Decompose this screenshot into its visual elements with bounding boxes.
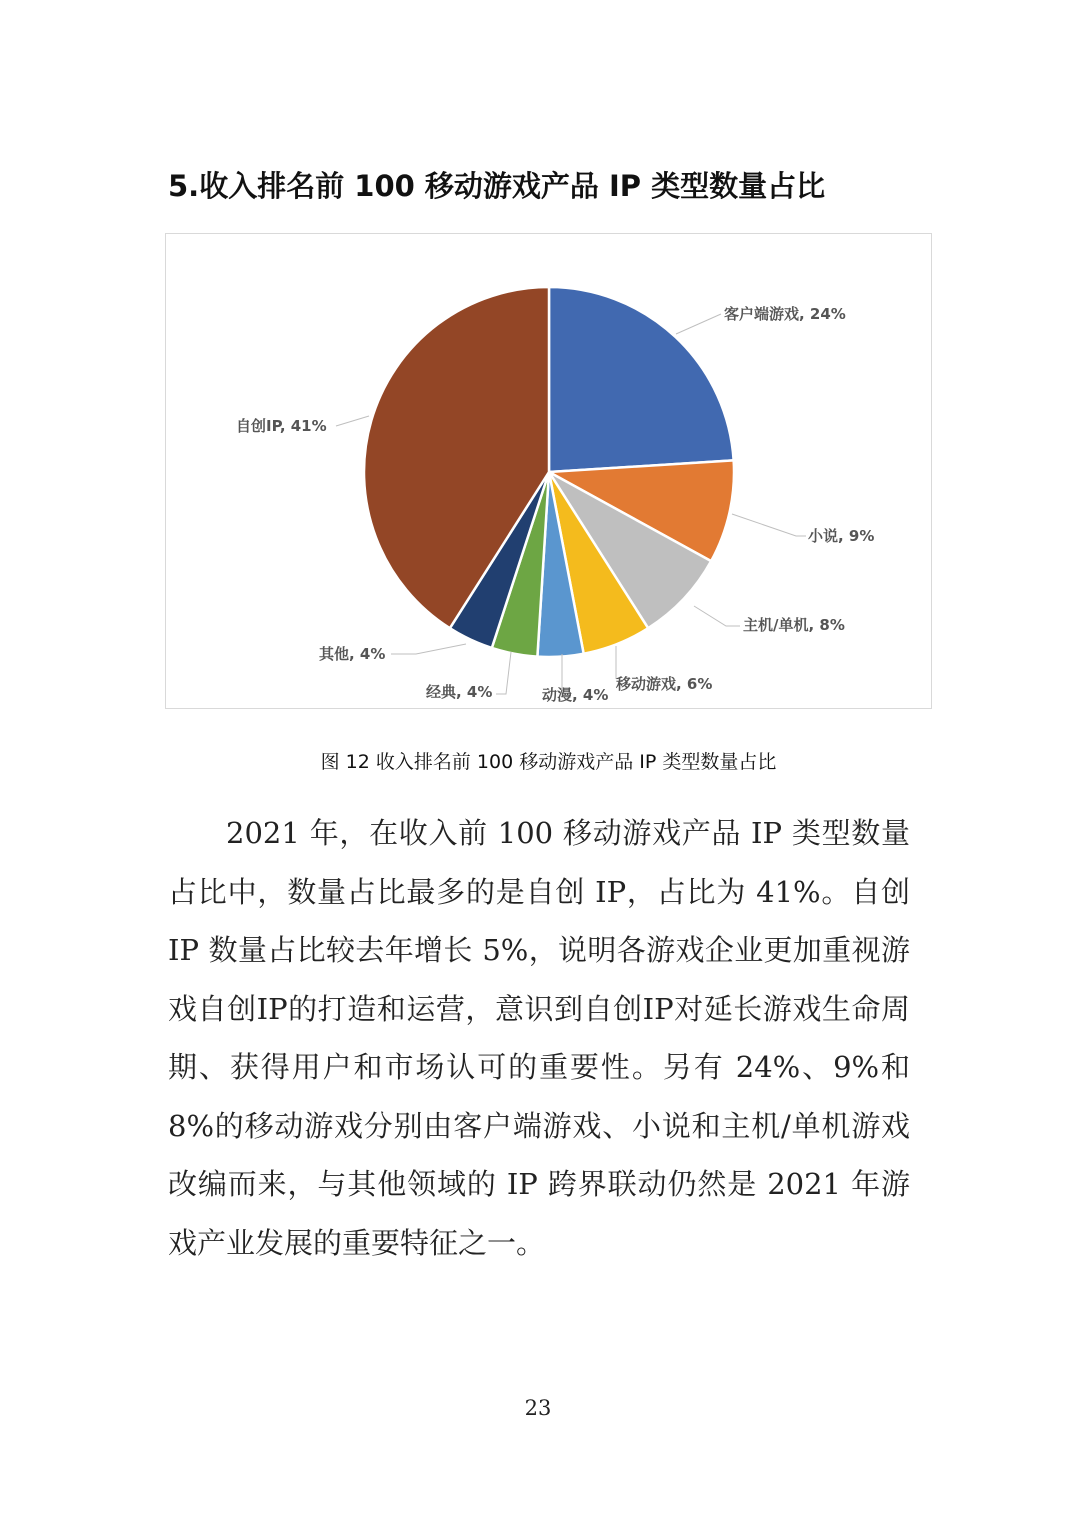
- leader-line: [676, 314, 721, 334]
- figure-caption: 图 12 收入排名前 100 移动游戏产品 IP 类型数量占比: [320, 751, 777, 773]
- leader-line: [336, 416, 369, 426]
- section-title: 5.收入排名前 100 移动游戏产品 IP 类型数量占比: [168, 169, 826, 203]
- leader-line: [391, 644, 466, 654]
- pie-slice: [549, 287, 734, 472]
- slice-label: 主机/单机, 8%: [743, 616, 845, 634]
- pie-chart: [165, 233, 932, 709]
- page-number: 23: [524, 1396, 552, 1420]
- slice-label: 其他, 4%: [319, 645, 386, 663]
- slice-label: 经典, 4%: [426, 683, 493, 701]
- slice-label: 小说, 9%: [808, 527, 875, 545]
- leader-line: [496, 652, 511, 694]
- slice-label: 动漫, 4%: [542, 686, 609, 704]
- pie-slices: [364, 287, 734, 657]
- leader-line: [694, 606, 740, 626]
- slice-label: 移动游戏, 6%: [616, 675, 713, 693]
- slice-label: 客户端游戏, 24%: [724, 305, 846, 323]
- body-paragraph: 2021 年，在收入前 100 移动游戏产品 IP 类型数量占比中，数量占比最多的是自创 IP，占比为 41%。自创 IP 数量占比较去年增长 5%，说明各游戏企业更加重视游戏自创IP的打造和运营，意识到自创IP对延长游戏生命周期、获得用户和市场认可的重要性。另有 24%、9%和 8%的移动游戏分别由客户端游戏、小说和主机/单机游戏改编而来，与其他领域的 IP 跨界联动仍然是 2021 年游戏产业发展的重要特征之一。: [168, 816, 910, 1260]
- pie-chart-svg: [166, 234, 933, 710]
- slice-label: 自创IP, 41%: [236, 417, 327, 435]
- leader-line: [732, 514, 806, 536]
